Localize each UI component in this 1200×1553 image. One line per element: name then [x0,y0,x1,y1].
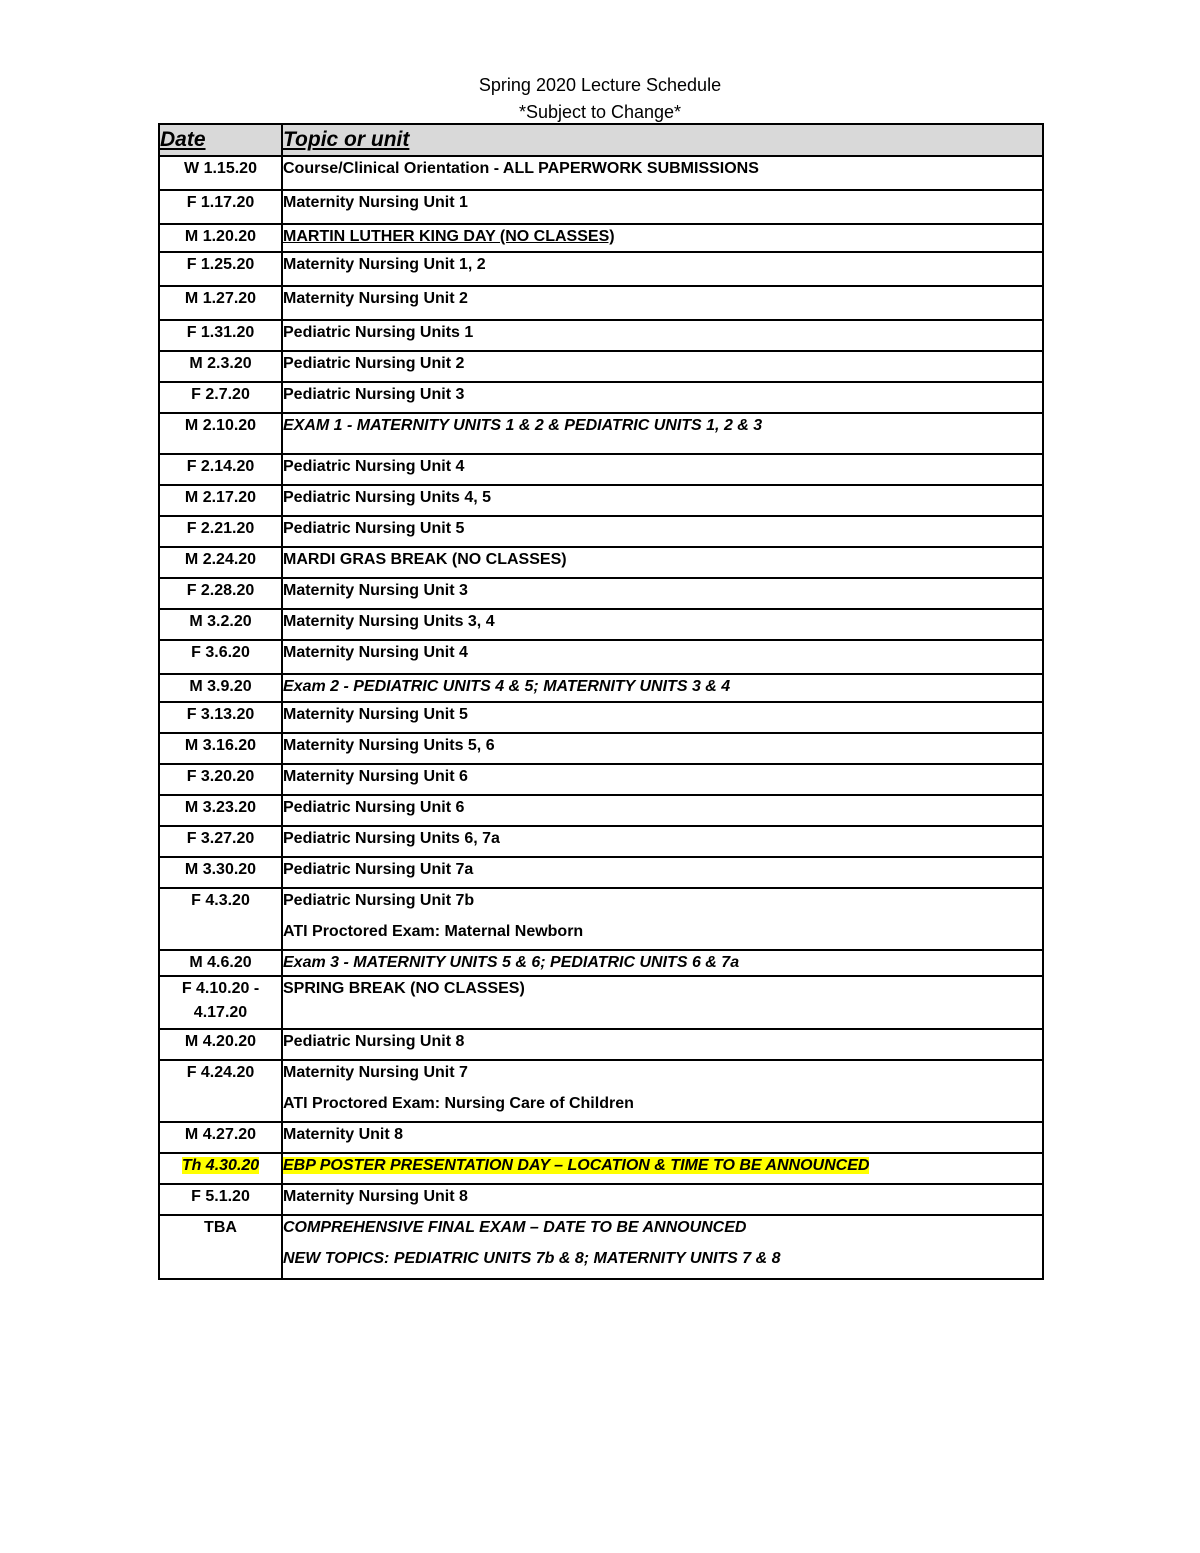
row-topic-text: COMPREHENSIVE FINAL EXAM – DATE TO BE ANNOUNCED [283,1219,747,1236]
table-row [159,764,1043,795]
row-topic [282,1215,1043,1279]
row-topic-line [283,734,1042,758]
row-date [159,156,282,190]
row-date [159,224,282,252]
row-date-text: M 1.27.20 [184,290,257,307]
page-subtitle: *Subject to Change* [518,102,682,122]
row-date-text: F 2.14.20 [186,458,255,475]
row-date-text: F 5.1.20 [191,1188,250,1205]
table-row [159,609,1043,640]
row-topic-line [283,1154,1042,1178]
row-date [159,857,282,888]
row-topic [282,156,1043,190]
table-row [159,1215,1043,1279]
row-topic [282,888,1043,950]
row-topic-text: Course/Clinical Orientation - ALL PAPERWORK SUBMISSIONS [283,160,759,177]
row-topic-text: Maternity Nursing Unit 1 [283,194,468,211]
row-date [159,1184,282,1215]
table-row [159,640,1043,674]
row-topic [282,1153,1043,1184]
header-topic: Topic or unit [282,124,1043,156]
row-date [159,826,282,857]
row-topic-text: Maternity Nursing Unit 4 [283,644,468,661]
row-date-text: TBA [204,1219,237,1236]
row-date [159,1060,282,1122]
row-topic-text: Maternity Nursing Unit 3 [283,582,468,599]
table-row [159,485,1043,516]
row-topic [282,578,1043,609]
row-topic-line [283,641,1042,665]
row-date [159,674,282,702]
row-topic-line [283,321,1042,345]
row-date-text: M 3.16.20 [184,737,257,754]
row-topic-line [283,225,1042,249]
row-topic-line [283,414,1042,438]
row-date-text: M 4.20.20 [184,1033,257,1050]
table-row [159,674,1043,702]
row-topic-line [283,548,1042,572]
row-date [159,888,282,950]
row-topic-line [283,455,1042,479]
row-topic [282,516,1043,547]
row-date-text: F 4.10.20 - 4.17.20 [181,980,260,1021]
header-date: Date [159,124,282,156]
row-date-text: F 3.13.20 [186,706,255,723]
row-topic-line [283,920,1042,944]
table-row [159,252,1043,286]
row-topic-line [283,486,1042,510]
table-row [159,516,1043,547]
row-topic [282,950,1043,976]
row-topic-text: EXAM 1 - MATERNITY UNITS 1 & 2 & PEDIATRIC UNITS 1, 2 & 3 [283,417,763,434]
table-row [159,382,1043,413]
row-topic [282,351,1043,382]
row-topic [282,609,1043,640]
row-date-text: Th 4.30.20 [181,1157,260,1174]
row-date-text: W 1.15.20 [184,160,257,177]
row-date-text: F 3.6.20 [191,644,250,661]
row-date-text: M 2.24.20 [184,551,257,568]
row-topic-text: NEW TOPICS: PEDIATRIC UNITS 7b & 8; MATERNITY UNITS 7 & 8 [283,1250,781,1267]
row-topic [282,764,1043,795]
row-topic [282,320,1043,351]
row-date [159,609,282,640]
row-date-text: F 2.21.20 [186,520,255,537]
row-date-text: M 1.20.20 [184,228,257,245]
row-topic [282,733,1043,764]
row-topic-line [283,157,1042,181]
table-row [159,1122,1043,1153]
table-row [159,950,1043,976]
row-topic [282,674,1043,702]
row-date [159,976,282,1029]
table-row [159,351,1043,382]
row-date [159,702,282,733]
row-topic-text: ATI Proctored Exam: Nursing Care of Children [283,1095,634,1112]
row-date-text: M 4.27.20 [184,1126,257,1143]
row-date [159,1215,282,1279]
row-topic-text: Pediatric Nursing Units 4, 5 [283,489,492,506]
row-topic-text: Maternity Nursing Unit 1, 2 [283,256,486,273]
row-topic-text: Maternity Nursing Unit 6 [283,768,468,785]
row-topic-line [283,1123,1042,1147]
row-topic [282,857,1043,888]
row-topic-line [283,1092,1042,1116]
table-row [159,286,1043,320]
row-topic-line [283,1030,1042,1054]
table-row [159,702,1043,733]
row-date [159,320,282,351]
row-date [159,351,282,382]
row-topic-text: Maternity Nursing Unit 8 [283,1188,468,1205]
row-topic-line [283,1185,1042,1209]
row-date [159,950,282,976]
row-topic [282,252,1043,286]
row-topic-text: Pediatric Nursing Unit 7b [283,892,475,909]
row-topic-text: Pediatric Nursing Unit 8 [283,1033,465,1050]
row-topic-text: Exam 3 - MATERNITY UNITS 5 & 6; PEDIATRIC UNITS 6 & 7a [283,954,740,971]
row-date-text: F 1.17.20 [186,194,255,211]
row-date-text: F 1.25.20 [186,256,255,273]
row-topic-text: Maternity Nursing Unit 7 [283,1064,468,1081]
row-date-text: M 2.3.20 [189,355,252,372]
row-topic-text: Maternity Nursing Unit 2 [283,290,468,307]
row-date [159,764,282,795]
row-date-text: F 4.24.20 [186,1064,255,1081]
row-topic [282,826,1043,857]
row-topic [282,976,1043,1029]
row-date-text: F 2.28.20 [186,582,255,599]
document-heading [0,72,1200,126]
row-topic [282,640,1043,674]
row-date [159,795,282,826]
table-row [159,454,1043,485]
table-row [159,224,1043,252]
row-topic [282,795,1043,826]
row-topic-text: Exam 2 - PEDIATRIC UNITS 4 & 5; MATERNITY UNITS 3 & 4 [283,678,731,695]
schedule-table [158,123,1044,1280]
row-topic-text: Pediatric Nursing Unit 2 [283,355,465,372]
row-topic [282,454,1043,485]
row-topic-line [283,610,1042,634]
row-topic-line [283,889,1042,913]
table-row [159,1153,1043,1184]
row-topic-line [283,253,1042,277]
table-row [159,1029,1043,1060]
row-topic-line [283,352,1042,376]
table-row [159,413,1043,454]
row-topic-line [283,977,1042,1001]
row-topic-text: Pediatric Nursing Unit 5 [283,520,465,537]
table-row [159,795,1043,826]
table-row [159,547,1043,578]
row-topic-line [283,858,1042,882]
row-topic-line [283,796,1042,820]
row-topic [282,1060,1043,1122]
row-topic [282,286,1043,320]
row-topic-text: EBP POSTER PRESENTATION DAY – LOCATION & TIME TO BE ANNOUNCED [283,1157,870,1174]
table-row [159,976,1043,1029]
table-row [159,320,1043,351]
row-topic-line [283,827,1042,851]
row-topic-text: Pediatric Nursing Unit 4 [283,458,465,475]
row-topic-text: SPRING BREAK (NO CLASSES) [283,980,525,997]
row-date-text: M 4.6.20 [189,954,252,971]
row-date-text: M 2.17.20 [184,489,257,506]
row-topic-text: Pediatric Nursing Unit 6 [283,799,465,816]
row-topic-line [283,517,1042,541]
row-date-text: F 4.3.20 [191,892,250,909]
row-date [159,413,282,454]
row-date [159,286,282,320]
row-date-text: F 3.20.20 [186,768,255,785]
row-topic [282,485,1043,516]
row-topic-line [283,1061,1042,1085]
row-date [159,516,282,547]
row-topic [282,547,1043,578]
row-topic [282,224,1043,252]
row-date [159,190,282,224]
row-topic-text: ATI Proctored Exam: Maternal Newborn [283,923,584,940]
row-date [159,252,282,286]
row-topic-text: Maternity Nursing Unit 5 [283,706,468,723]
row-date-text: F 3.27.20 [186,830,255,847]
row-date [159,578,282,609]
row-topic-line [283,675,1042,699]
table-row [159,733,1043,764]
row-topic [282,1029,1043,1060]
row-topic-text: Pediatric Nursing Unit 7a [283,861,474,878]
row-topic-text: Pediatric Nursing Units 6, 7a [283,830,500,847]
table-row [159,1184,1043,1215]
row-topic-line [283,1216,1042,1240]
row-date [159,485,282,516]
row-topic-text: Maternity Nursing Units 5, 6 [283,737,495,754]
row-date-text: F 1.31.20 [186,324,255,341]
row-topic [282,1122,1043,1153]
row-topic-line [283,1247,1042,1271]
row-topic-text: MARDI GRAS BREAK (NO CLASSES) [283,551,567,568]
row-topic-line [283,703,1042,727]
row-topic [282,382,1043,413]
row-date-text: F 2.7.20 [191,386,250,403]
row-date [159,1122,282,1153]
row-topic-line [283,951,1042,975]
row-date [159,1153,282,1184]
row-date-text: M 2.10.20 [184,417,257,434]
row-date-text: M 3.30.20 [184,861,257,878]
row-topic-text: MARTIN LUTHER KING DAY (NO CLASSES) [283,228,615,245]
row-topic [282,1184,1043,1215]
row-date [159,547,282,578]
table-row [159,190,1043,224]
row-date [159,1029,282,1060]
row-topic [282,702,1043,733]
table-row [159,578,1043,609]
schedule-rows [159,156,1043,1279]
table-row [159,826,1043,857]
row-date [159,382,282,413]
row-date [159,733,282,764]
row-date-text: M 3.9.20 [189,678,252,695]
row-topic-line [283,579,1042,603]
row-date [159,454,282,485]
row-topic-line [283,765,1042,789]
row-topic-text: Pediatric Nursing Unit 3 [283,386,465,403]
row-topic-text: Pediatric Nursing Units 1 [283,324,474,341]
row-topic-text: Maternity Unit 8 [283,1126,404,1143]
row-topic-line [283,191,1042,215]
table-header-row [159,124,1043,156]
row-date [159,640,282,674]
row-topic-text: Maternity Nursing Units 3, 4 [283,613,495,630]
table-row [159,857,1043,888]
page-title: Spring 2020 Lecture Schedule [478,75,722,95]
row-date-text: M 3.2.20 [189,613,252,630]
row-topic-line [283,383,1042,407]
row-date-text: M 3.23.20 [184,799,257,816]
table-row [159,888,1043,950]
row-topic [282,190,1043,224]
row-topic [282,413,1043,454]
table-row [159,156,1043,190]
table-row [159,1060,1043,1122]
row-topic-line [283,287,1042,311]
